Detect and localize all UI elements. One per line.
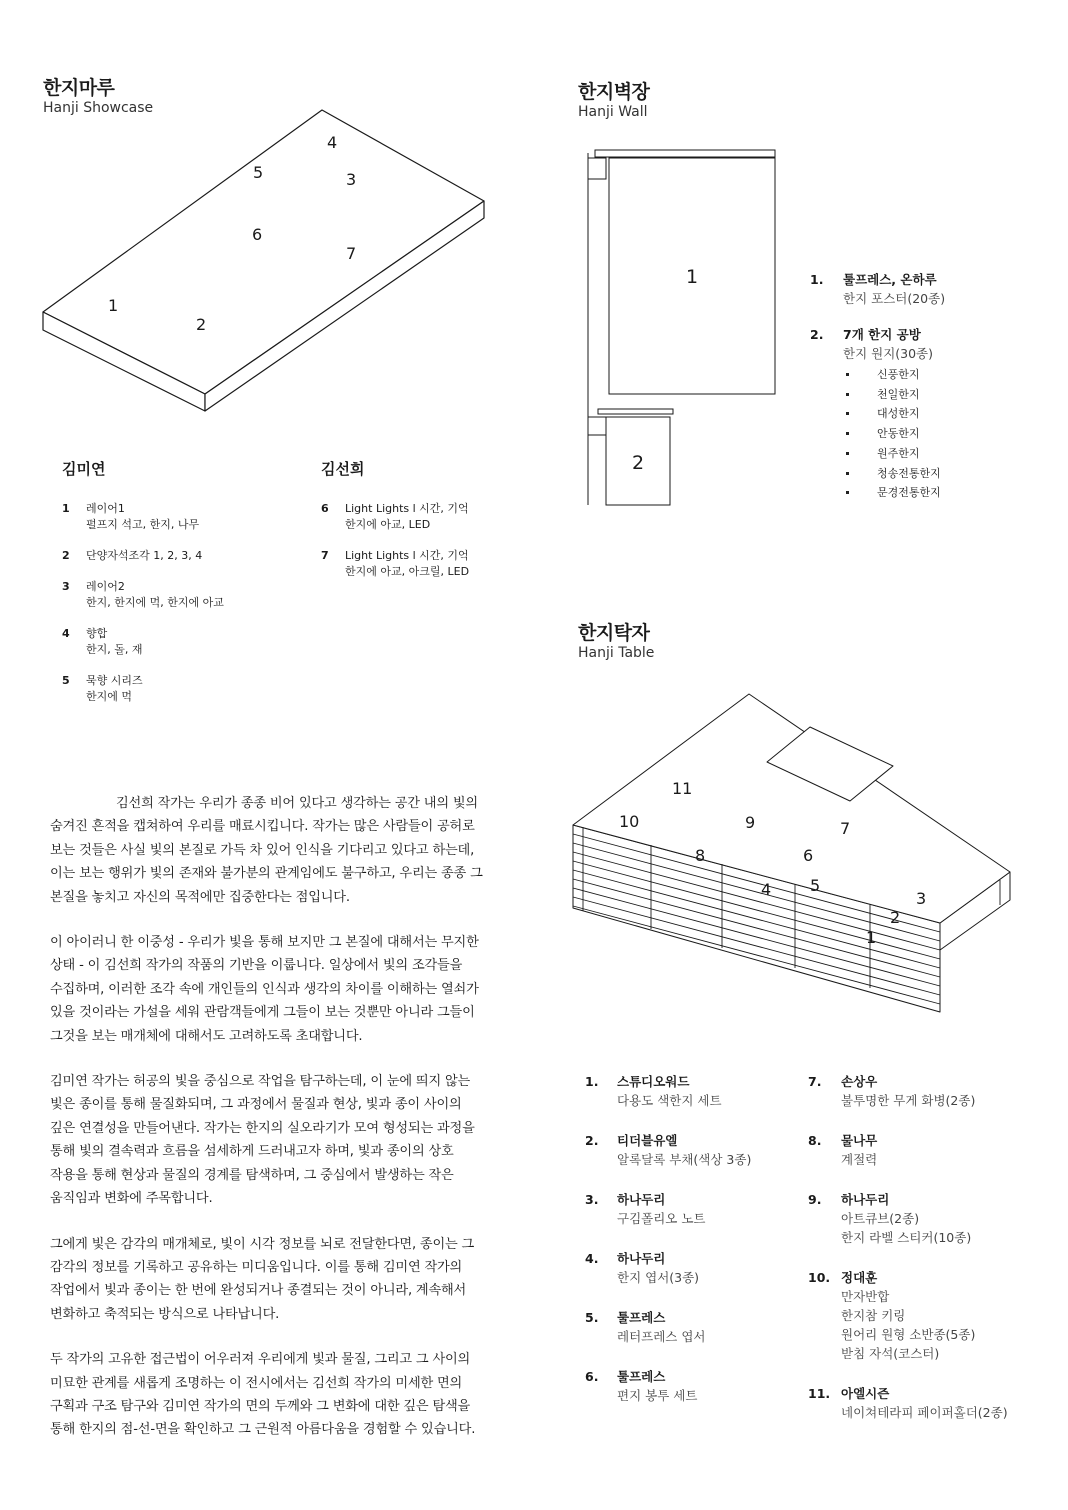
vendor-desc: 받침 자석(코스터)	[841, 1346, 940, 1361]
showcase-label-6: 6	[252, 225, 263, 244]
vendor-name: 툴프레스	[617, 1369, 666, 1384]
vendor-desc: 네이쳐테라피 페이퍼홀더(2종)	[841, 1405, 1008, 1420]
table-label-8: 8	[695, 846, 706, 865]
vendor-desc: 편지 봉투 세트	[617, 1388, 698, 1403]
vendor-desc: 레터프레스 엽서	[617, 1329, 706, 1344]
essay-line: 통해 한지의 점-선-면을 확인하고 그 근원적 아름다움을 경험할 수 있습니다.	[50, 1422, 476, 1438]
table-title: 한지탁자	[578, 622, 650, 644]
work-number: 5	[62, 674, 70, 687]
work-number: 3	[62, 580, 70, 593]
showcase-label-3: 3	[346, 170, 357, 189]
essay-line: 김미연 작가는 허공의 빛을 중심으로 작업을 탐구하는데, 이 눈에 띄지 않는	[50, 1074, 471, 1090]
vendor-name: 물나무	[841, 1133, 878, 1148]
essay-line: 미묘한 관계를 새롭게 조명하는 이 전시에서는 김선희 작가의 미세한 면의	[50, 1375, 463, 1391]
vendor-number: 8.	[808, 1133, 822, 1148]
vendor-item	[585, 1131, 751, 1169]
vendor-desc: 불투명한 무게 화병(2종)	[841, 1093, 976, 1108]
essay-line: 그것을 보는 매개체에 대해서도 고려하도록 초대합니다.	[50, 1028, 363, 1044]
vendor-name: 손상우	[841, 1074, 878, 1089]
vendor-number: 3.	[585, 1192, 599, 1207]
vendor-desc: 한지 엽서(3종)	[617, 1270, 700, 1285]
vendor-desc: 한지 포스터(20종)	[843, 291, 946, 306]
showcase-label-4: 4	[327, 133, 338, 152]
vendor-item	[808, 1384, 1008, 1422]
vendor-number: 1.	[810, 272, 824, 287]
vendor-item	[808, 1131, 1008, 1169]
vendor-list	[808, 1072, 1008, 1422]
essay-line: 빛은 종이를 통해 물질화되며, 그 과정에서 물질과 현상, 빛과 종이 사이의	[50, 1097, 462, 1113]
table-label-9: 9	[745, 813, 756, 832]
vendor-name: 아엘시즌	[841, 1386, 890, 1401]
essay-line: 숨겨진 흔적을 캡쳐하여 우리를 매료시킵니다. 작가는 많은 사람들이 공허로	[50, 819, 475, 835]
vendor-number: 2.	[810, 327, 824, 342]
showcase-label-7: 7	[346, 244, 357, 263]
work-material: 한지에 아교, 아크릴, LED	[345, 565, 470, 578]
essay-line: 움직임과 변화에 주목합니다.	[50, 1191, 213, 1207]
vendor-item	[585, 1249, 751, 1287]
work-title: 레이어2	[86, 580, 125, 593]
essay-line: 통해 빛의 결속력과 흐름을 섬세하게 드러내고자 하며, 빛과 종이의 상호	[50, 1144, 454, 1160]
showcase-label-1: 1	[108, 296, 119, 315]
vendor-desc: 만자반합	[841, 1289, 890, 1304]
vendor-name: 하나두리	[841, 1192, 890, 1207]
essay-line: 두 작가의 고유한 접근법이 어우러져 우리에게 빛과 물질, 그리고 그 사이의	[50, 1352, 471, 1368]
artist-name: 김미연	[62, 460, 106, 478]
work-title: Light Lights l 시간, 기억	[345, 502, 469, 515]
vendor-number: 1.	[585, 1074, 599, 1089]
work-title: 레이어1	[86, 502, 125, 515]
vendor-item	[585, 1367, 751, 1405]
essay-line: 상태 - 이 김선희 작가의 작품의 기반을 이룹니다. 일상에서 빛의 조각들을	[50, 958, 463, 974]
essay-line: 수집하며, 이러한 조각 속에 개인들의 인식과 생각의 차이를 이해하는 열쇠가	[50, 981, 479, 997]
vendor-desc: 계절력	[841, 1152, 878, 1167]
work-title: Light Lights l 시간, 기억	[345, 549, 469, 562]
showcase-label-2: 2	[196, 315, 207, 334]
vendor-name: 하나두리	[617, 1192, 666, 1207]
vendor-desc: 알록달록 부채(색상 3종)	[617, 1152, 752, 1167]
table-label-3: 3	[916, 889, 927, 908]
work-title: 묵향 시리즈	[86, 674, 143, 687]
vendor-desc: 아트큐브(2종)	[841, 1211, 920, 1226]
workshop-item: 안동한지	[843, 424, 941, 444]
vendor-number: 10.	[808, 1270, 831, 1285]
work-number: 1	[62, 502, 70, 515]
essay-line: 본질을 놓치고 자신의 목적에만 집중한다는 점입니다.	[50, 889, 350, 905]
work-number: 7	[321, 549, 329, 562]
vendor-name: 티더블유엘	[617, 1133, 678, 1148]
vendor-item	[585, 1190, 751, 1228]
vendor-name: 7개 한지 공방	[843, 327, 921, 342]
vendor-desc: 한지 원지(30종)	[843, 346, 934, 361]
vendor-desc: 원어리 원형 소반종(5종)	[841, 1327, 976, 1342]
essay-line: 구획과 구조 탐구와 김미연 작가의 면의 두께와 그 변화에 대한 깊은 탐색을	[50, 1398, 471, 1414]
vendor-number: 5.	[585, 1310, 599, 1325]
artist-name: 김선희	[321, 460, 365, 478]
vendor-item	[808, 1190, 1008, 1247]
essay-line: 작업에서 빛과 종이는 한 번에 완성되거나 종결되는 것이 아니라, 계속해서	[50, 1283, 467, 1299]
table-label-7: 7	[840, 819, 851, 838]
table-subtitle: Hanji Table	[578, 645, 655, 661]
essay-line: 작용을 통해 현상과 물질의 경계를 탐색하며, 그 중심에서 발생하는 작은	[50, 1167, 454, 1183]
table-label-10: 10	[619, 812, 640, 831]
vendor-item	[585, 1308, 751, 1346]
showcase-subtitle: Hanji Showcase	[43, 100, 154, 116]
table-label-5: 5	[810, 876, 821, 895]
essay-line: 이 아이러니 한 이중성 - 우리가 빛을 통해 보지만 그 본질에 대해서는 무지한	[50, 935, 479, 951]
vendor-name: 정대훈	[841, 1270, 878, 1285]
essay-line: 깊은 연결성을 만들어낸다. 작가는 한지의 실오라기가 모여 형성되는 과정을	[50, 1120, 475, 1136]
table-label-1: 1	[866, 928, 877, 947]
vendor-name: 툴프레스	[617, 1310, 666, 1325]
work-number: 2	[62, 549, 70, 562]
vendor-name: 툴프레스, 온하루	[843, 272, 937, 287]
table-label-11: 11	[672, 779, 693, 798]
essay-paragraph	[50, 1070, 512, 1210]
vendor-item	[808, 1268, 1008, 1363]
workshop-item: 청송전통한지	[843, 464, 941, 484]
wall-title: 한지벽장	[578, 81, 650, 103]
vendor-item	[808, 1072, 1008, 1110]
work-number: 6	[321, 502, 329, 515]
vendor-desc: 구김폴리오 노트	[617, 1211, 706, 1226]
showcase-title: 한지마루	[43, 77, 115, 99]
workshop-item: 신풍한지	[843, 365, 941, 385]
vendor-number: 4.	[585, 1251, 599, 1266]
essay-paragraph	[50, 1233, 512, 1327]
wall-label-1: 1	[686, 266, 699, 288]
vendor-name: 스튜디오워드	[617, 1074, 690, 1089]
vendor-desc: 한지참 키링	[841, 1308, 906, 1323]
vendor-item	[585, 1072, 751, 1110]
work-material: 펄프지 석고, 한지, 나무	[86, 518, 200, 531]
vendor-number: 9.	[808, 1192, 822, 1207]
wall-label-2: 2	[632, 452, 645, 474]
table-label-2: 2	[890, 908, 901, 927]
work-material: 한지에 아교, LED	[345, 518, 431, 531]
essay-line: 이는 보는 행위가 빛의 존재와 불가분의 관계임에도 불구하고, 우리는 종종 그	[50, 866, 483, 882]
work-number: 4	[62, 627, 70, 640]
table-vendor-list-left	[585, 1072, 751, 1426]
table-label-6: 6	[803, 846, 814, 865]
workshop-item: 문경전통한지	[843, 483, 941, 503]
showcase-label-5: 5	[253, 163, 264, 182]
vendor-number: 11.	[808, 1386, 831, 1401]
table-label-4: 4	[761, 880, 772, 899]
essay-paragraph	[50, 1348, 512, 1442]
work-material: 한지, 돌, 재	[86, 643, 143, 656]
workshop-item: 원주한지	[843, 444, 941, 464]
wall-subtitle: Hanji Wall	[578, 104, 648, 120]
essay-line: 김선희 작가는 우리가 종종 비어 있다고 생각하는 공간 내의 빛의	[116, 796, 478, 811]
essay-line: 변화하고 축적되는 방식으로 나타납니다.	[50, 1306, 280, 1322]
essay-line: 있을 것이라는 가설을 세워 관람객들에게 그들이 보는 것뿐만 아니라 그들이	[50, 1005, 475, 1021]
vendor-number: 6.	[585, 1369, 599, 1384]
essay-line: 보는 것들은 사실 빛의 본질로 가득 차 있어 인식을 기다리고 있다고 하는데,	[50, 842, 475, 858]
vendor-number: 7.	[808, 1074, 822, 1089]
essay-line: 그에게 빛은 감각의 매개체로, 빛이 시각 정보를 뇌로 전달한다면, 종이는 그	[50, 1236, 475, 1252]
work-title: 향합	[86, 627, 108, 640]
work-material: 한지, 한지에 먹, 한지에 아교	[86, 596, 224, 609]
vendor-desc: 다용도 색한지 세트	[617, 1093, 722, 1108]
vendor-list	[585, 1072, 751, 1405]
vendor-number: 2.	[585, 1133, 599, 1148]
workshop-item: 천일한지	[843, 385, 941, 405]
vendor-desc: 한지 라벨 스티커(10종)	[841, 1230, 972, 1245]
vendor-name: 하나두리	[617, 1251, 666, 1266]
workshop-item: 대성한지	[843, 404, 941, 424]
table-vendor-list-right	[808, 1072, 1008, 1443]
work-title: 단양자석조각 1, 2, 3, 4	[86, 549, 203, 562]
essay-line: 감각의 정보를 기록하고 공유하는 미디움입니다. 이를 통해 김미연 작가의	[50, 1259, 463, 1275]
work-material: 한지에 먹	[86, 690, 133, 703]
